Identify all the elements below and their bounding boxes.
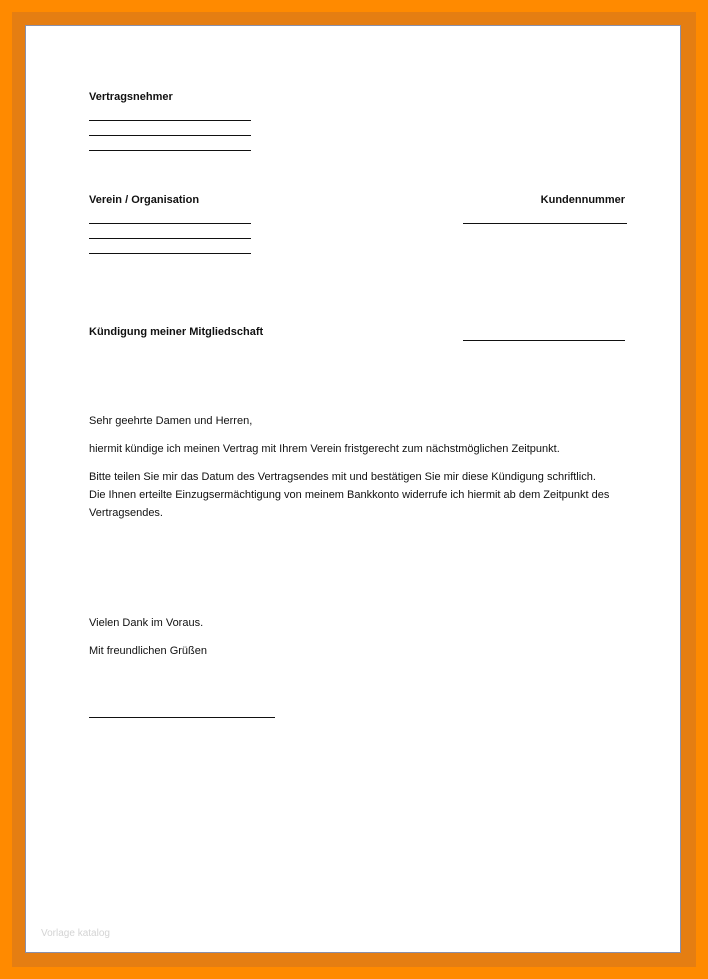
customer-number-line: [463, 223, 627, 224]
sender-line-1: [89, 120, 251, 121]
recipient-line-1: [89, 223, 251, 224]
subject-heading: Kündigung meiner Mitgliedschaft: [89, 326, 264, 338]
body-paragraph-2-line-2: Die Ihnen erteilte Einzugsermächtigung von meinem Bankkonto widerrufe ich hiermit ab dem Zeitpunkt des: [89, 489, 610, 501]
date-line: [463, 340, 625, 341]
body-paragraph-1: hiermit kündige ich meinen Vertrag mit Ihrem Verein fristgerecht zum nächstmöglichen Zeitpunkt.: [89, 443, 560, 455]
body-paragraph-2-line-1: Bitte teilen Sie mir das Datum des Vertragsendes mit und bestätigen Sie mir diese Kündigung schriftlich.: [89, 471, 596, 483]
sender-heading: Vertragsnehmer: [89, 91, 173, 103]
sender-line-3: [89, 150, 251, 151]
sender-line-2: [89, 135, 251, 136]
recipient-line-3: [89, 253, 251, 254]
document-page: [25, 25, 681, 953]
closing-regards: Mit freundlichen Grüßen: [89, 645, 207, 657]
recipient-heading: Verein / Organisation: [89, 194, 200, 206]
signature-line: [89, 717, 275, 718]
salutation: Sehr geehrte Damen und Herren,: [89, 415, 253, 427]
customer-number-heading: Kundennummer: [540, 194, 625, 206]
body-paragraph-2-line-3: Vertragsendes.: [89, 507, 163, 519]
watermark: Vorlage katalog: [41, 928, 110, 939]
closing-thanks: Vielen Dank im Voraus.: [89, 617, 204, 629]
recipient-line-2: [89, 238, 251, 239]
